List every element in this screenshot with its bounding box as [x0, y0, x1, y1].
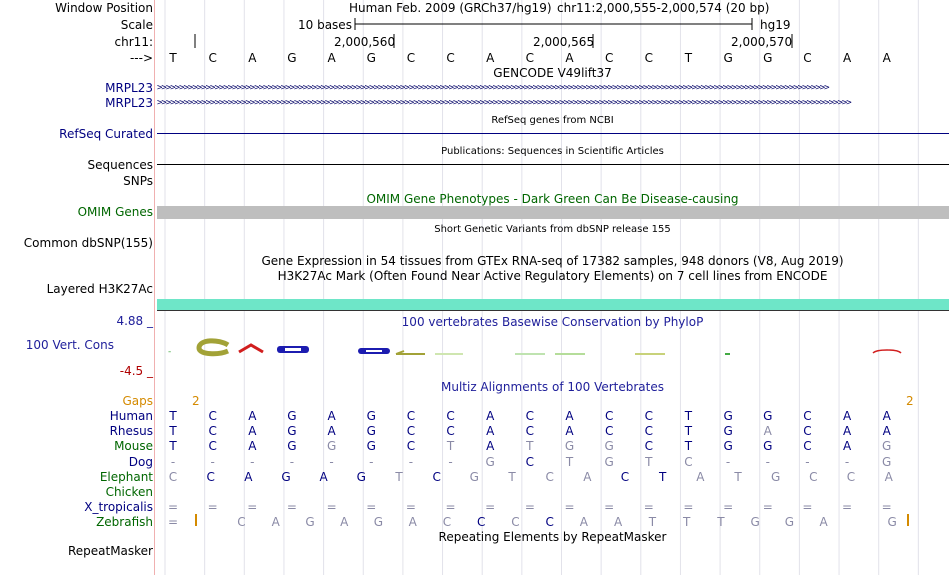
alignment-base: G [723, 409, 733, 423]
alignment-base: G [469, 469, 479, 484]
alignment-base: A [763, 424, 772, 439]
cons-max-label: 4.88 _ [116, 314, 153, 328]
alignment-base: = [405, 500, 416, 515]
window-position: chr11:2,000,555-2,000,574 (20 bp) [557, 1, 770, 15]
alignment-base: = [604, 500, 615, 515]
alignment-base: C [545, 469, 554, 484]
alignment-base: A [882, 424, 891, 439]
alignment-base: A [248, 424, 257, 439]
alignment-base: A [565, 409, 574, 423]
alignment-base: C [237, 515, 246, 530]
alignment-base: G [763, 439, 773, 454]
alignment-base: A [244, 469, 253, 484]
alignment-base: - [289, 454, 295, 469]
alignment-base: G [882, 454, 892, 469]
reference-base: C [208, 51, 217, 65]
alignment-base: C [545, 515, 554, 530]
alignment-base: G [356, 469, 366, 484]
species-label[interactable]: Mouse [114, 439, 153, 454]
alignment-base: C [525, 409, 535, 423]
alignment-base: G [287, 424, 297, 439]
omim-feature-bar[interactable] [157, 206, 949, 219]
reference-base: G [723, 51, 733, 65]
alignment-base: A [271, 515, 280, 530]
gencode-track-title: GENCODE V49lift37 [493, 66, 612, 80]
h3k27ac-track-title: H3K27Ac Mark (Often Found Near Active Regulatory Elements) on 7 cell lines from ENCODE [277, 269, 828, 283]
alignment-base: G [604, 439, 614, 454]
h3k27ac-signal[interactable] [157, 299, 949, 310]
reference-base: A [327, 51, 336, 65]
snp-track-title: Short Genetic Variants from dbSNP release 155 [434, 224, 671, 235]
alignment-base: C [208, 439, 217, 454]
species-label[interactable]: Elephant [99, 469, 153, 484]
species-label[interactable]: X_tropicalis [84, 500, 153, 515]
species-label[interactable]: Zebrafish [96, 515, 153, 530]
alignment-base: = [167, 515, 179, 530]
alignment-base: T [684, 439, 693, 454]
alignment-base: = [723, 500, 734, 515]
alignment-base: T [734, 469, 742, 484]
alignment-base: = [881, 500, 892, 515]
alignment-base: G [723, 424, 733, 439]
alignment-base: A [486, 409, 495, 423]
alignment-base: T [684, 424, 693, 439]
sequences-track-label[interactable]: Sequences [87, 158, 153, 172]
alignment-base: C [525, 424, 535, 439]
alignment-base: T [682, 515, 691, 530]
reference-base: C [803, 51, 812, 65]
alignment-base: C [446, 409, 455, 423]
dbsnp-track-label[interactable]: Common dbSNP(155) [23, 236, 153, 250]
alignment-base: T [684, 409, 693, 423]
alignment-base: G [771, 469, 781, 484]
repeatmasker-track-title: Repeating Elements by RepeatMasker [438, 530, 667, 544]
alignment-base: - [408, 454, 414, 469]
reference-base: A [882, 51, 891, 65]
alignment-base: T [395, 469, 403, 484]
reference-base: G [366, 51, 376, 65]
refseq-track-title: RefSeq genes from NCBI [491, 115, 614, 126]
alignment-base: A [819, 515, 828, 530]
alignment-base: A [565, 424, 574, 439]
alignment-base: A [486, 424, 495, 439]
alignment-base: - [805, 454, 810, 469]
alignment-base: = [842, 500, 853, 515]
insertion-marker [195, 514, 197, 526]
alignment-base: = [207, 500, 218, 515]
gap-count-right: 2 [906, 394, 914, 408]
alignment-base: T [659, 469, 667, 484]
alignment-base: - [844, 454, 850, 469]
chrom-label: chr11: [114, 35, 153, 49]
alignment-base: A [340, 515, 349, 530]
alignment-base: G [750, 515, 760, 530]
alignment-base: G [287, 439, 297, 454]
alignment-base: C [525, 454, 535, 469]
alignment-base: G [366, 409, 376, 423]
reference-base: A [565, 51, 574, 65]
alignment-base: = [286, 500, 297, 515]
alignment-base: C [644, 409, 653, 423]
alignment-base: G [882, 439, 892, 454]
gencode-track-label-1[interactable]: MRPL23 [105, 81, 153, 95]
alignment-base: C [684, 454, 693, 469]
ruler-ticks [155, 32, 950, 52]
alignment-base: T [565, 454, 574, 469]
reference-base: C [525, 51, 535, 65]
alignment-base: A [842, 424, 852, 439]
alignment-base: C [446, 424, 455, 439]
alignment-base: T [526, 439, 534, 454]
reference-base: C [604, 51, 614, 65]
alignment-base: = [326, 500, 337, 515]
alignment-base: C [620, 469, 630, 484]
alignment-base: - [765, 454, 770, 469]
alignment-base: C [846, 469, 856, 484]
scale-bar-label: 10 bases [298, 18, 352, 32]
alignment-base: C [803, 424, 812, 439]
alignment-base: A [248, 439, 257, 454]
assembly-title: Human Feb. 2009 (GRCh37/hg19) [349, 1, 552, 15]
alignment-base: G [485, 454, 495, 469]
reference-base: G [763, 51, 773, 65]
alignment-base: G [604, 454, 614, 469]
gaps-label: Gaps [122, 394, 153, 408]
gencode-transcript-1[interactable]: >>>>>>>>>>>>>>>>>>>>>>>>>>>>>>>>>>>>>>>>>>>>>>>>>>>>>>>>>>>>>>>>>>>>>>>>>>>>>>>>>>>>>>>>>>>>>>>>>>>>>>>>>>>>>>>>>>>>>>>>>>>>>>>>>>>>>>>>>>>>>>>>>>>>>>>> [157, 84, 829, 92]
reference-base: T [684, 51, 693, 65]
alignment-base: G [763, 409, 773, 423]
reference-base: T [169, 51, 177, 65]
alignment-base: = [643, 500, 654, 515]
alignment-base: C [432, 469, 441, 484]
alignment-base: C [604, 409, 614, 423]
alignment-base: A [614, 515, 623, 530]
alignment-base: G [723, 439, 733, 454]
snps-track-label[interactable]: SNPs [123, 174, 153, 188]
alignment-base: - [250, 454, 255, 469]
alignment-base: C [406, 409, 416, 423]
publications-line[interactable] [157, 164, 949, 165]
reference-base: C [406, 51, 416, 65]
alignment-base: - [725, 454, 731, 469]
strand-label: ---> [129, 51, 153, 65]
alignment-base: = [366, 500, 377, 515]
alignment-base: - [448, 454, 453, 469]
alignment-base: A [408, 515, 417, 530]
alignment-base: A [486, 439, 495, 454]
alignment-base: C [168, 469, 178, 484]
alignment-base: G [366, 424, 376, 439]
alignment-base: = [445, 500, 456, 515]
omim-track-title: OMIM Gene Phenotypes - Dark Green Can Be Disease-causing [366, 192, 739, 206]
species-label[interactable]: Rhesus [109, 424, 153, 439]
alignment-base: = [762, 500, 773, 515]
gencode-transcript-2[interactable]: >>>>>>>>>>>>>>>>>>>>>>>>>>>>>>>>>>>>>>>>>>>>>>>>>>>>>>>>>>>>>>>>>>>>>>>>>>>>>>>>>>>>>>>>>>>>>>>>>>>>>>>>>>>>>>>>>>>>>>>>>>>>>>>>>>>>>>>>>>>>>>>>>>>>>>>>>>>>> [157, 99, 851, 107]
scale-bar [350, 16, 760, 32]
alignment-base: C [476, 515, 486, 530]
alignment-base: T [648, 515, 657, 530]
alignment-base: T [508, 469, 516, 484]
refseq-track-label[interactable]: RefSeq Curated [59, 127, 153, 141]
species-label[interactable]: Human [109, 409, 153, 423]
window-position-label: Window Position [55, 1, 153, 15]
phylop-track-title: 100 vertebrates Basewise Conservation by PhyloP [401, 315, 704, 329]
cons-min-label: -4.5 _ [119, 364, 153, 378]
refseq-gene-line[interactable] [157, 133, 949, 134]
tick-label-1: 2,000,560 [334, 35, 396, 49]
alignment-base: C [803, 409, 812, 423]
tick-label-2: 2,000,565 [533, 35, 595, 49]
alignment-base: = [802, 500, 813, 515]
species-label[interactable]: Dog [128, 454, 153, 469]
alignment-base: A [583, 469, 592, 484]
alignment-base: = [683, 500, 694, 515]
h3k27ac-track-label[interactable]: Layered H3K27Ac [46, 282, 153, 296]
alignment-base: G [287, 409, 297, 423]
alignment-base: G [784, 515, 795, 530]
alignment-base: = [564, 500, 575, 515]
alignment-base: A [882, 409, 891, 423]
alignment-base: C [644, 424, 653, 439]
reference-base: A [486, 51, 495, 65]
alignment-base: T [717, 515, 725, 530]
scale-label: Scale [120, 18, 153, 32]
alignment-base: G [373, 515, 384, 530]
tick-label-3: 2,000,570 [731, 35, 793, 49]
alignment-base: C [442, 515, 452, 530]
alignment-base: - [369, 454, 374, 469]
alignment-base: A [696, 469, 705, 484]
alignment-base: C [208, 409, 217, 423]
svg-text:-: - [168, 347, 172, 357]
alignment-base: C [644, 439, 653, 454]
alignment-base: = [485, 500, 496, 515]
alignment-base: G [366, 439, 376, 454]
omim-track-label[interactable]: OMIM Genes [77, 205, 153, 219]
alignment-base: T [446, 439, 455, 454]
repeatmasker-track-label[interactable]: RepeatMasker [67, 544, 153, 558]
alignment-base: C [406, 439, 416, 454]
alignment-base: C [803, 439, 812, 454]
alignment-base: C [406, 424, 416, 439]
alignment-base: A [842, 409, 852, 423]
alignment-base: G [564, 439, 575, 454]
reference-base: C [446, 51, 455, 65]
h3k27ac-baseline [157, 310, 949, 311]
alignment-base: T [645, 454, 653, 469]
reference-base: A [248, 51, 257, 65]
alignment-base: C [809, 469, 818, 484]
alignment-base: A [327, 409, 336, 423]
gencode-track-label-2[interactable]: MRPL23 [105, 96, 153, 110]
gtex-track-title: Gene Expression in 54 tissues from GTEx RNA-seq of 17382 samples, 948 donors (V8, Aug 2019) [261, 254, 844, 268]
phylop-logo[interactable] [155, 332, 950, 362]
multiz-track-title: Multiz Alignments of 100 Vertebrates [440, 380, 665, 394]
alignment-base: C [208, 424, 217, 439]
insertion-marker [907, 514, 909, 526]
alignment-base: = [524, 500, 535, 515]
species-label[interactable]: Chicken [105, 485, 153, 499]
alignment-base: T [169, 409, 177, 423]
alignment-base: G [305, 515, 315, 530]
alignment-base: G [281, 469, 291, 484]
alignment-base: T [169, 439, 177, 454]
alignment-base: G [326, 439, 337, 454]
alignment-base: A [248, 409, 257, 423]
gap-count-left: 2 [192, 394, 200, 408]
alignment-base: A [327, 424, 336, 439]
alignment-base: C [511, 515, 520, 530]
alignment-base: = [167, 500, 179, 515]
alignment-base: A [842, 439, 852, 454]
alignment-base: T [169, 424, 177, 439]
scale-assembly: hg19 [760, 18, 791, 32]
reference-base: C [644, 51, 653, 65]
reference-base: G [287, 51, 297, 65]
alignment-base: A [319, 469, 328, 484]
alignment-base: - [170, 454, 176, 469]
alignment-base: C [604, 424, 614, 439]
publications-track-title: Publications: Sequences in Scientific Articles [441, 146, 664, 157]
cons-track-label[interactable]: 100 Vert. Cons [25, 338, 114, 352]
reference-base: A [842, 51, 852, 65]
alignment-base: A [884, 469, 893, 484]
alignment-base: G [887, 515, 897, 530]
alignment-base: = [247, 500, 258, 515]
alignment-base: - [329, 454, 334, 469]
alignment-base: A [579, 515, 589, 530]
alignment-base: - [210, 454, 215, 469]
alignment-base: C [206, 469, 215, 484]
